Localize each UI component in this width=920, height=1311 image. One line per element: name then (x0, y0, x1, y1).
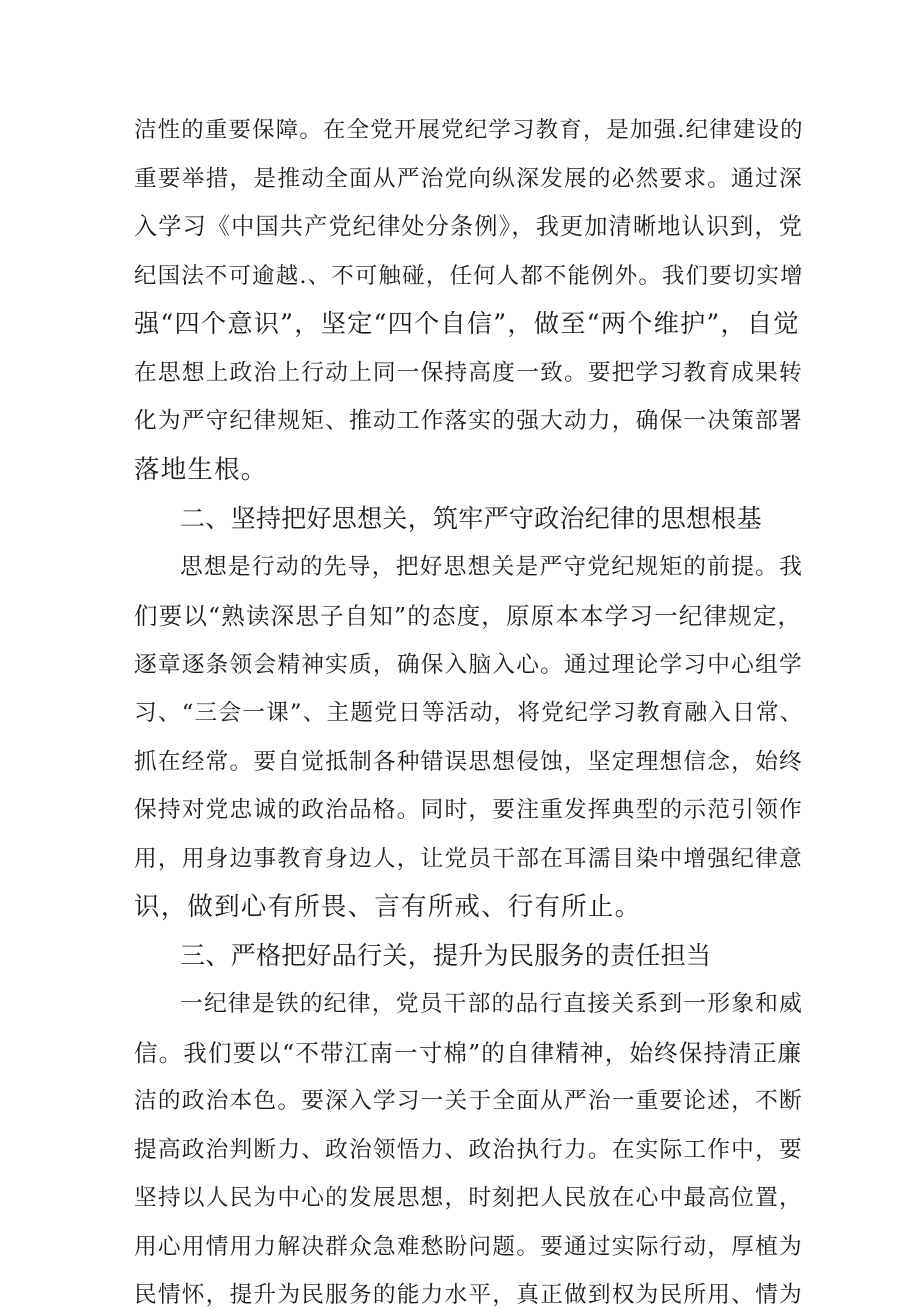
paragraph-line: 习、“三会一课”、主题党日等活动，将党纪学习教育融入日常、 (134, 700, 804, 726)
paragraph-line: 用，用身边事教育身边人，让党员干部在耳濡目染中增强纪律意 (134, 846, 803, 872)
paragraph-line: 民情怀，提升为民服务的能力水平，真正做到权为民所用、情为 (134, 1282, 803, 1308)
paragraph-line: 洁性的重要保障。在全党开展党纪学习教育，是加强.纪律建设的 (134, 117, 804, 143)
paragraph-line: 坚持以人民为中心的发展思想，时刻把人民放在心中最高位置， (134, 1185, 803, 1211)
paragraph-line: 思想是行动的先导，把好思想关是严守党纪规矩的前提。我 (180, 554, 804, 580)
paragraph-line: 纪国法不可逾越.、不可触碰，任何人都不能例外。我们要切实增 (134, 263, 804, 289)
section-heading: 二、坚持把好思想关，筑牢严守政治纪律的思想根基 (180, 504, 762, 533)
paragraph-line: 强“四个意识”，坚定“四个自信”，做至“两个维护”，自觉 (134, 309, 800, 338)
paragraph-line: 识，做到心有所畏、言有所戒、行有所止。 (134, 892, 642, 922)
paragraph-line: 抓在经常。要自觉抵制各种错误思想侵蚀，坚定理想信念，始终 (134, 749, 803, 775)
paragraph-line: 入学习《中国共产党纪律处分条例》，我更加清晰地认识到，党 (134, 214, 804, 240)
paragraph-line: 落地生根。 (134, 455, 268, 485)
paragraph-line: 在思想上政治上行动上同一保持高度一致。要把学习教育成果转 (134, 360, 803, 386)
paragraph-line: 保持对党忠诚的政治品格。同时，要注重发挥典型的示范引领作 (134, 797, 803, 823)
paragraph-line: 们要以“熟读深思子自知”的态度，原原本本学习一纪律规定， (134, 602, 803, 630)
paragraph-line: 化为严守纪律规矩、推动工作落实的强大动力，确保一决策部署 (134, 408, 803, 434)
section-heading: 三、严格把好品行关，提升为民服务的责任担当 (180, 941, 712, 970)
paragraph-line: 重要举措，是推动全面从严治党向纵深发展的必然要求。通过深 (134, 166, 803, 192)
paragraph-line: 一纪律是铁的纪律，党员干部的品行直接关系到一形象和威 (180, 991, 804, 1017)
paragraph-line: 信。我们要以“不带江南一寸棉”的自律精神，始终保持清正廉 (134, 1039, 803, 1067)
paragraph-line: 洁的政治本色。要深入学习一关于全面从严治一重要论述，不断 (134, 1088, 803, 1114)
paragraph-line: 逐章逐条领会精神实质，确保入脑入心。通过理论学习中心组学 (134, 652, 803, 678)
paragraph-line: 用心用情用力解决群众急难愁盼问题。要通过实际行动，厚植为 (134, 1234, 803, 1260)
paragraph-line: 提高政治判断力、政治领悟力、政治执行力。在实际工作中，要 (134, 1137, 803, 1163)
